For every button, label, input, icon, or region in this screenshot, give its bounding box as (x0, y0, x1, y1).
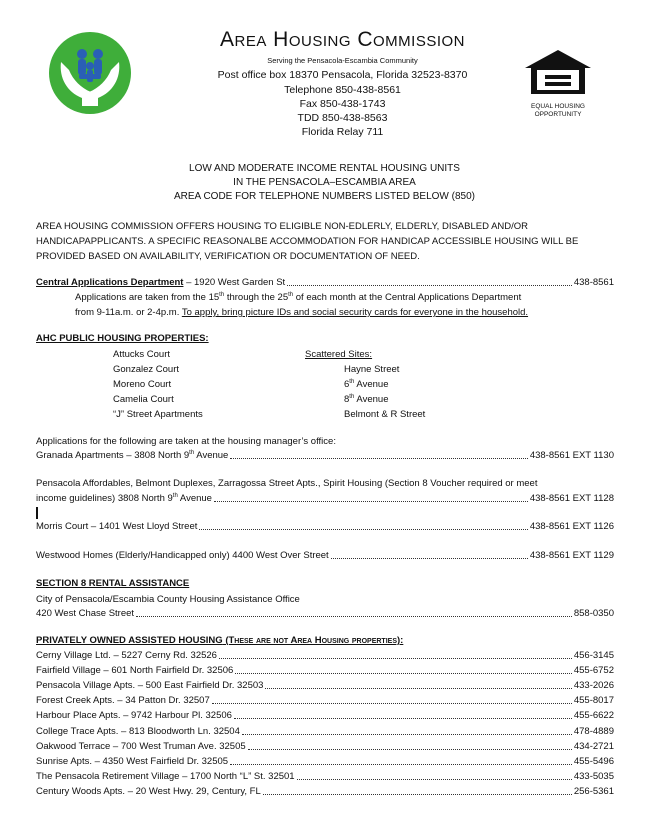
list-item: Hayne Street (344, 364, 400, 375)
central-applications-title: Central Applications Department (36, 277, 184, 288)
dot-leader (212, 703, 572, 704)
listing-phone: 455-5496 (573, 755, 614, 767)
list-item: Camelia Court (113, 394, 174, 405)
affordables-phone: 438-8561 EXT 1128 (529, 493, 614, 504)
list-item: 6th Avenue (344, 378, 389, 390)
section8-office: City of Pensacola/Escambia County Housing Assistance Office (36, 594, 300, 605)
central-note (75, 290, 615, 320)
listing-phone: 455-8017 (573, 695, 614, 707)
dot-leader (265, 688, 571, 689)
list-item (36, 769, 614, 784)
note-text: from 9-11a.m. or 2-4p.m. (75, 307, 182, 318)
manager-intro: Applications for the following are taken at the housing manager’s office: (36, 436, 336, 447)
listing-name: Cerny Village Ltd. – 5227 Cerny Rd. 32526 (36, 650, 217, 661)
family-in-hands-logo (49, 32, 131, 114)
listing-name: Fairfield Village – 601 North Fairfield Dr. 32506 (36, 665, 234, 677)
listing-name: Oakwood Terrace – 700 West Truman Ave. 32505 (36, 740, 246, 752)
tdd: TDD 850-438-8563 (297, 112, 388, 124)
equal-housing-label: EQUAL HOUSING OPPORTUNITY (531, 103, 585, 118)
list-item (36, 754, 614, 769)
note-text: Applications are taken from the 15 (75, 292, 220, 303)
list-item (36, 648, 614, 663)
intro-paragraph: AREA HOUSING COMMISSION OFFERS HOUSING TO ELIGIBLE NON-EDLERLY, ELDERLY, DISABLED AND/OR HANDICAPAPPLICANTS. A SPECIFIC REASONALBE ACCOMMODATION FOR HANDICAP ACCESSIBLE HOUSING WILL BE PROVIDED BASED ON AVAILABILITY, VERIFICATION OR DOCUMENTATION OF NEED. (36, 221, 579, 262)
dot-leader (199, 529, 527, 530)
central-applications-row (36, 275, 614, 290)
affordables-label: income guidelines) 3808 North 9th Avenue (36, 492, 212, 504)
equal-housing-logo (523, 48, 593, 119)
list-item (36, 663, 614, 678)
list-item: Attucks Court (113, 349, 171, 360)
dot-leader (248, 749, 572, 750)
westwood-label: Westwood Homes (Elderly/Handicapped only) 4400 West Over Street (36, 550, 329, 561)
dot-leader (287, 285, 572, 286)
westwood-row (36, 548, 614, 563)
list-item: Belmont & R Street (344, 409, 426, 420)
public-courts-list (113, 347, 203, 422)
private-housing-note: (These are not Area Housing properties): (222, 635, 404, 646)
mailing-address: Post office box 18370 Pensacola, Florida 32523-8370 (217, 69, 468, 81)
dot-leader (331, 558, 528, 559)
listing-name: College Trace Apts. – 813 Bloodworth Ln. 32504 (36, 725, 240, 737)
ordinal: th (288, 291, 294, 298)
list-item: Moreno Court (113, 379, 172, 390)
listing-phone: 455-6752 (573, 665, 614, 677)
listing-name: Sunrise Apts. – 4350 West Fairfield Dr. 32505 (36, 755, 229, 767)
westwood-phone: 438-8561 EXT 1129 (529, 550, 614, 561)
dot-leader (234, 718, 572, 719)
listing-name: Forest Creek Apts. – 34 Patton Dr. 32507 (36, 695, 210, 707)
listing-phone: 478-4889 (573, 725, 614, 737)
private-housing-heading (36, 633, 403, 648)
dot-leader (242, 734, 572, 735)
dot-leader (136, 616, 572, 617)
family-in-hands-icon (49, 32, 131, 114)
dot-leader (263, 794, 572, 795)
list-item (36, 739, 614, 754)
dot-leader (297, 779, 572, 780)
listing-phone: 434-2721 (573, 740, 614, 752)
apply-instructions: To apply, bring picture IDs and social security cards for everyone in the household. (181, 307, 529, 318)
public-housing-title: AHC PUBLIC HOUSING PROPERTIES: (36, 333, 209, 344)
note-text: through the 25 (224, 292, 289, 303)
granada-label: Granada Apartments – 3808 North 9th Avenue (36, 449, 229, 461)
florida-relay: Florida Relay 711 (301, 126, 384, 138)
listing-phone: 456-3145 (573, 650, 614, 661)
telephone: Telephone 850-438-8561 (284, 84, 401, 96)
subheader-line-3: AREA CODE FOR TELEPHONE NUMBERS LISTED BELOW (850) (174, 191, 475, 202)
equal-housing-house-icon (523, 48, 593, 96)
list-item (36, 724, 614, 739)
list-item (36, 708, 614, 723)
morris-row (36, 519, 614, 534)
dot-leader (235, 673, 572, 674)
list-item (36, 693, 614, 708)
affordables-row (36, 491, 614, 506)
listing-name: The Pensacola Retirement Village – 1700 North “L” St. 32501 (36, 770, 295, 782)
list-item: Gonzalez Court (113, 364, 180, 375)
tagline: Serving the Pensacola-Escambia Community (267, 56, 418, 65)
section8-address: 420 West Chase Street (36, 608, 135, 619)
org-title: Area Housing Commission (219, 28, 466, 51)
listing-phone: 433-2026 (573, 680, 614, 692)
listing-name: Pensacola Village Apts. – 500 East Fairfield Dr. 32503 (36, 680, 264, 692)
private-housing-title: PRIVATELY OWNED ASSISTED HOUSING (36, 635, 223, 646)
listing-name: Century Woods Apts. – 20 West Hwy. 29, Century, FL (36, 785, 261, 797)
scattered-sites-title: Scattered Sites: (305, 349, 373, 360)
central-applications-address: – 1920 West Garden St (183, 277, 286, 288)
dot-leader (219, 658, 572, 659)
dot-leader (214, 501, 528, 502)
dot-leader (230, 458, 527, 459)
central-applications-label (36, 275, 285, 290)
morris-label: Morris Court – 1401 West Lloyd Street (36, 521, 198, 532)
list-item (36, 678, 614, 693)
dot-leader (230, 764, 572, 765)
note-text: of each month at the Central Applications Department (293, 292, 522, 303)
granada-phone: 438-8561 EXT 1130 (529, 450, 614, 461)
listing-phone: 455-6622 (573, 710, 614, 722)
section8-row (36, 606, 614, 621)
list-item (36, 784, 614, 799)
ordinal: th (219, 291, 225, 298)
granada-row (36, 448, 614, 463)
morris-phone: 438-8561 EXT 1126 (529, 521, 614, 532)
affordables-line-1: Pensacola Affordables, Belmont Duplexes, Zarragossa Street Apts., Spirit Housing (Section 8 Voucher required or meet (36, 478, 538, 489)
list-item: “J” Street Apartments (113, 409, 203, 420)
subheader-line-1: LOW AND MODERATE INCOME RENTAL HOUSING UNITS (189, 163, 460, 174)
section8-title: SECTION 8 RENTAL ASSISTANCE (36, 578, 190, 589)
listing-phone: 433-5035 (573, 770, 614, 782)
text-cursor (36, 507, 38, 519)
listing-phone: 256-5361 (573, 785, 614, 797)
scattered-sites-list (344, 362, 425, 422)
section8-phone: 858-0350 (573, 608, 614, 619)
subheader-line-2: IN THE PENSACOLA–ESCAMBIA AREA (233, 177, 416, 188)
fax: Fax 850-438-1743 (299, 98, 386, 110)
central-applications-phone: 438-8561 (573, 277, 614, 288)
listing-name: Harbour Place Apts. – 9742 Harbour Pl. 32506 (36, 710, 232, 722)
list-item: 8th Avenue (344, 393, 389, 405)
